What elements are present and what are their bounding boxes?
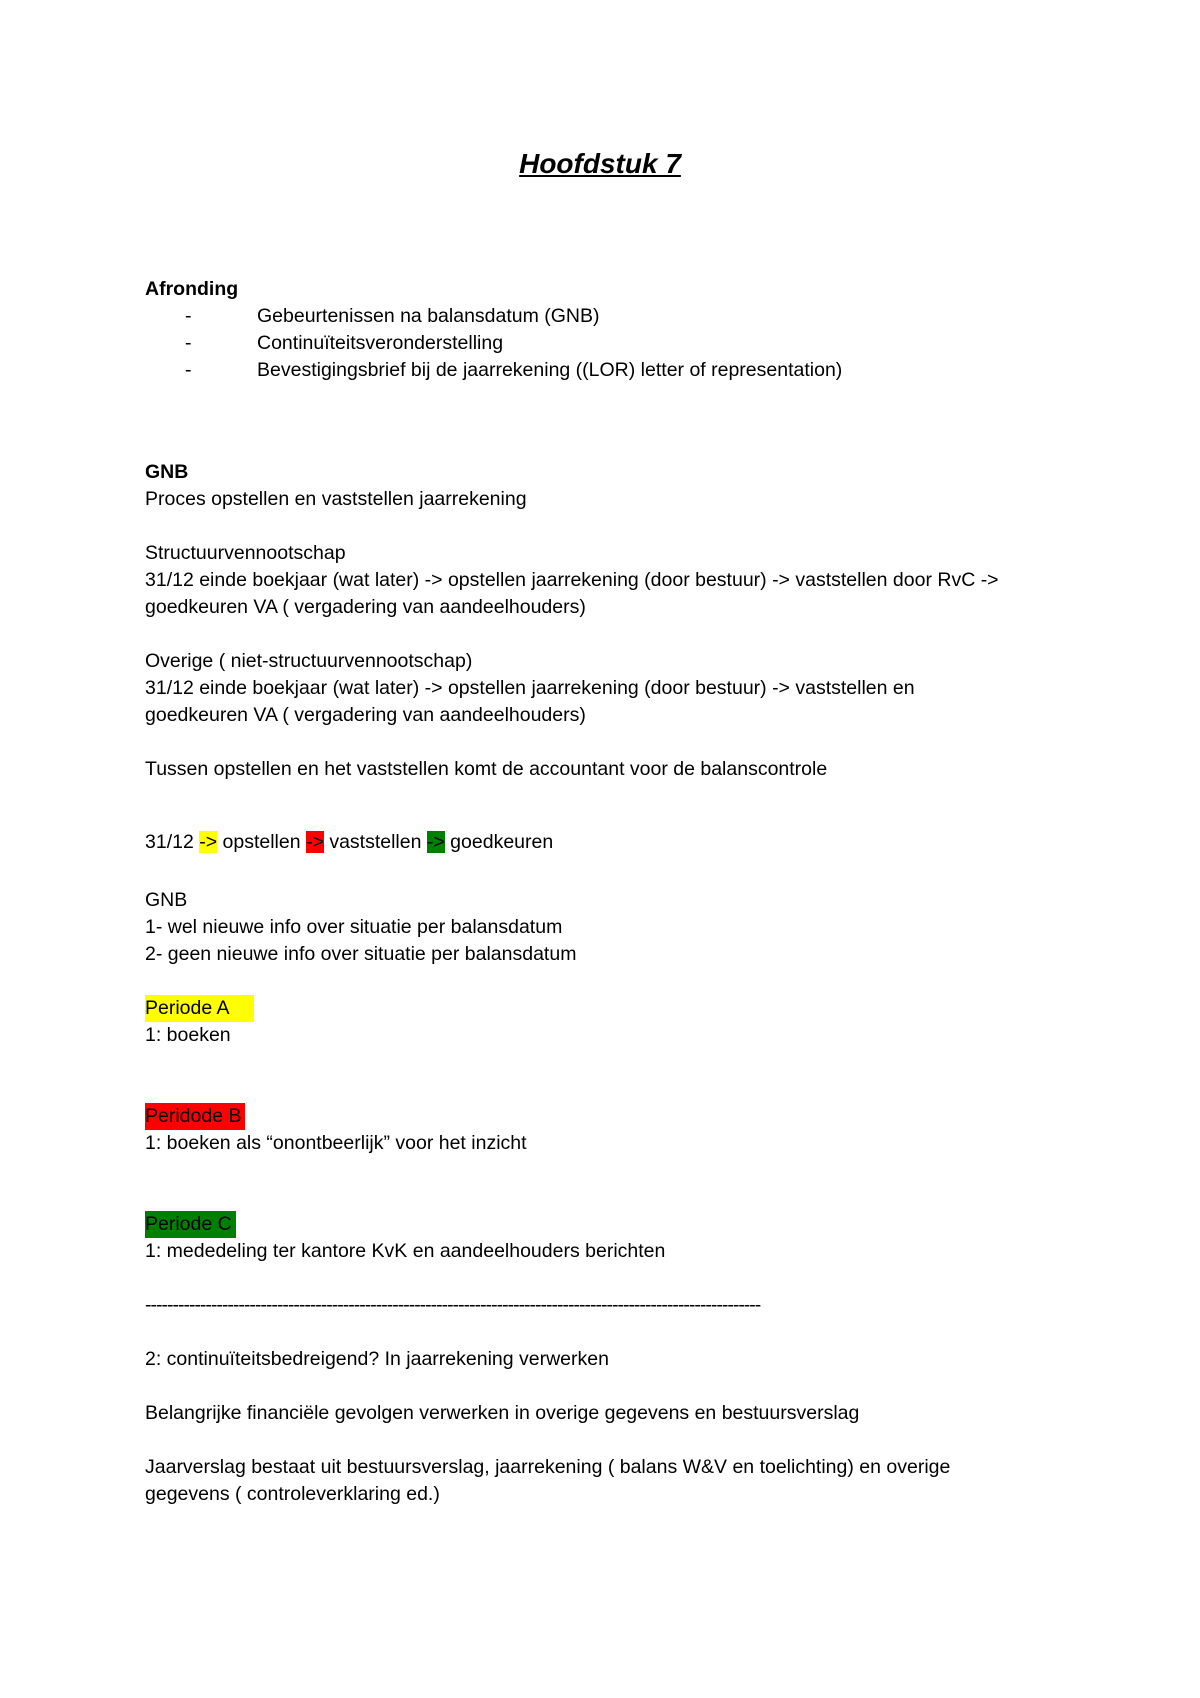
gnb2-heading: GNB [145,889,188,911]
continuiteit-text: 2: continuïteitsbedreigend? In jaarrekening verwerken [145,1348,609,1370]
structuur-heading: Structuurvennootschap [145,542,346,564]
gnb-heading: GNB [145,461,189,483]
periode-label: Periode A [145,995,254,1022]
timeline-step: goedkeuren [444,831,554,853]
periode-c-text: 1: mededeling ter kantore KvK en aandeelhouders berichten [145,1240,666,1262]
periode-c-label [145,1211,236,1238]
overige-line: goedkeuren VA ( vergadering van aandeelhouders) [145,704,586,726]
bullet-dash: - [185,305,192,327]
afronding-item-text: Continuïteitsveronderstelling [257,332,504,354]
timeline-step: opstellen [217,831,307,853]
periode-b-text: 1: boeken als “onontbeerlijk” voor het inzicht [145,1132,527,1154]
gnb2-line: 1- wel nieuwe info over situatie per balansdatum [145,916,563,938]
belangrijk-text: Belangrijke financiële gevolgen verwerken in overige gegevens en bestuursverslag [145,1402,860,1424]
arrow-red: -> [306,831,324,853]
afronding-item-text: Bevestigingsbrief bij de jaarrekening ((LOR) letter of representation) [257,359,843,381]
gnb2-line: 2- geen nieuwe info over situatie per balansdatum [145,943,577,965]
periode-label: Peridode B [145,1103,245,1130]
jaarverslag-line: Jaarverslag bestaat uit bestuursverslag, jaarrekening ( balans W&V en toelichting) en overige [145,1456,951,1478]
page-title: Hoofdstuk 7 [519,148,681,179]
afronding-heading: Afronding [145,278,239,300]
afronding-item-text: Gebeurtenissen na balansdatum (GNB) [257,305,600,327]
periode-a-text: 1: boeken [145,1024,231,1046]
periode-b-label [145,1103,245,1130]
tussen-text: Tussen opstellen en het vaststellen komt de accountant voor de balanscontrole [145,758,828,780]
timeline [145,829,553,856]
jaarverslag-line: gegevens ( controleverklaring ed.) [145,1483,440,1505]
bullet-dash: - [185,332,192,354]
gnb-intro: Proces opstellen en vaststellen jaarrekening [145,488,527,510]
dashed-separator: ---------------------------------------------------------------------------------------------------------------- [145,1294,761,1316]
structuur-line: 31/12 einde boekjaar (wat later) -> opstellen jaarrekening (door bestuur) -> vaststellen door RvC -> [145,569,999,591]
periode-label: Periode C [145,1211,236,1238]
structuur-line: goedkeuren VA ( vergadering van aandeelhouders) [145,596,586,618]
timeline-step: vaststellen [323,831,427,853]
overige-heading: Overige ( niet-structuurvennootschap) [145,650,473,672]
bullet-dash: - [185,359,192,381]
periode-a-label [145,995,254,1022]
arrow-green: -> [426,831,445,853]
arrow-yellow: -> [199,831,218,853]
timeline-start: 31/12 [145,831,200,853]
overige-line: 31/12 einde boekjaar (wat later) -> opstellen jaarrekening (door bestuur) -> vaststellen en [145,677,915,699]
